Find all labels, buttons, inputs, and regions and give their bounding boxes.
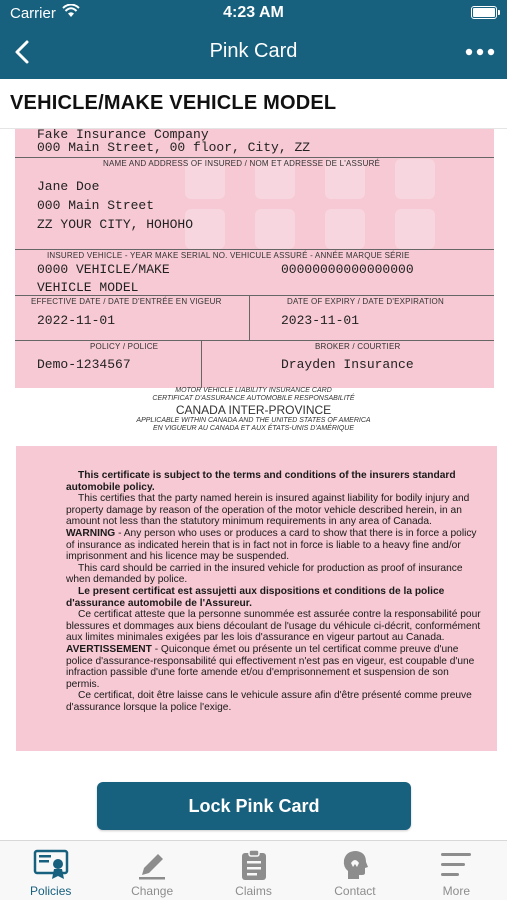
divider xyxy=(15,295,494,296)
warning-label: WARNING xyxy=(66,527,116,539)
battery-icon xyxy=(471,6,497,19)
insurer-name: Fake Insurance Company xyxy=(37,129,209,142)
broker-name: Drayden Insurance xyxy=(281,357,414,372)
terms-heading-en: This certificate is subject to the terms and conditions of the insurers standard automobile policy. xyxy=(66,470,456,493)
vehicle-title: VEHICLE/MAKE VEHICLE MODEL xyxy=(10,92,337,114)
tab-policies[interactable] xyxy=(0,841,101,900)
tab-change[interactable] xyxy=(101,841,202,900)
carrier-label: Carrier xyxy=(10,5,56,22)
caption-line: APPLICABLE WITHIN CANADA AND THE UNITED STATES OF AMERICA xyxy=(136,417,371,424)
navigation-bar xyxy=(0,28,507,79)
divider xyxy=(249,295,250,340)
tab-claims[interactable] xyxy=(203,841,304,900)
vehicle-header xyxy=(0,79,507,129)
divider xyxy=(15,157,494,158)
warning-text: - Any person who uses or produces a card to show that there is in force a policy of insurance as indicated herein that is in fact not in force is liable to a heavy fine and/or imprisonment and his licence may be suspended. xyxy=(66,527,477,563)
caption-title: CANADA INTER-PROVINCE xyxy=(175,403,332,417)
insured-street: 000 Main Street xyxy=(37,198,155,213)
contact-head-icon xyxy=(339,849,371,881)
divider xyxy=(15,249,494,250)
divider xyxy=(201,340,202,388)
clipboard-icon xyxy=(239,849,269,881)
label-policy: POLICY / POLICE xyxy=(90,342,159,351)
policy-number: Demo-1234567 xyxy=(37,357,131,372)
effective-date: 2022-11-01 xyxy=(37,313,116,328)
caption-line: EN VIGUEUR AU CANADA ET AUX ÉTATS-UNIS D'AMÉRIQUE xyxy=(153,425,354,432)
terms-heading-fr: Le present certificat est assujetti aux dispositions et conditions de la police d'assurance automobile de l'Assureur. xyxy=(66,585,445,609)
pencil-icon xyxy=(136,849,168,881)
vehicle-make: 0000 VEHICLE/MAKE xyxy=(37,262,170,277)
expiry-date: 2023-11-01 xyxy=(281,313,360,328)
caption-line: CERTIFICAT D'ASSURANCE AUTOMOBILE RESPONSABILITÉ xyxy=(152,395,355,402)
terms-text xyxy=(66,470,484,713)
avertissement-text: - Quiconque émet ou présente un tel certificat comme preuve d'une police d'assurance-responsabilité qui effectivement n'est pas en vigeur, est coupable d'une infraction passible d'une forte amende et/ou d'emprisonnement et suspension de son permis. xyxy=(66,643,475,690)
vehicle-serial: 00000000000000000 xyxy=(281,262,414,277)
terms-paragraph: Ce certificat atteste que la personne sunommée est assurée contre la responsabilité pour blessures et dommages aux biens découlant de l'usage du véhicule ci-décrit, conformément aux limites minimales exigées par les lois d'assurance en vigeur partout au Canada. xyxy=(66,609,481,644)
tab-label: Change xyxy=(131,884,174,898)
card-caption xyxy=(0,387,507,433)
label-broker: BROKER / COURTIER xyxy=(315,342,401,351)
certificate-icon xyxy=(33,849,69,881)
crest-watermark xyxy=(255,209,295,249)
label-effective-date: EFFECTIVE DATE / DATE D'ENTRÉE EN VIGEUR xyxy=(31,297,222,306)
crest-watermark xyxy=(325,209,365,249)
crest-watermark xyxy=(395,159,435,199)
menu-lines-icon xyxy=(439,849,473,881)
top-bar xyxy=(0,0,507,79)
terms-paragraph: This certifies that the party named herein is insured against liability for bodily injury and property damage by reason of the operation of the motor vehicle described herein, in an amount not less than the statutory minimum requirements in any area of Canada. xyxy=(66,493,470,528)
tab-label: Contact xyxy=(334,884,376,898)
clock: 4:23 AM xyxy=(223,4,284,21)
insured-city: ZZ YOUR CITY, HOHOHO xyxy=(37,217,194,232)
page-title: Pink Card xyxy=(209,40,298,62)
tab-label: More xyxy=(442,884,470,898)
tab-label: Policies xyxy=(30,884,72,898)
tab-bar xyxy=(0,840,507,900)
caption-line: MOTOR VEHICLE LIABILITY INSURANCE CARD xyxy=(175,387,332,394)
lock-pink-card-button[interactable]: Lock Pink Card xyxy=(97,782,411,830)
ellipsis-icon[interactable] xyxy=(465,42,495,62)
status-bar xyxy=(0,0,507,28)
terms-paragraph: This card should be carried in the insured vehicle for production as proof of insurance when demanded by police. xyxy=(66,562,463,586)
label-vehicle: INSURED VEHICLE - YEAR MAKE SERIAL NO. VEHICULE ASSURÉ - ANNÉE MARQUE SÉRIE xyxy=(47,251,410,260)
vehicle-model: VEHICLE MODEL xyxy=(37,280,139,295)
tab-more[interactable] xyxy=(406,841,507,900)
label-insured: NAME AND ADDRESS OF INSURED / NOM ET ADRESSE DE L'ASSURÉ xyxy=(103,159,381,168)
crest-watermark xyxy=(395,209,435,249)
pink-card xyxy=(15,129,494,388)
insured-name: Jane Doe xyxy=(37,179,100,194)
avertissement-label: AVERTISSEMENT xyxy=(66,643,152,655)
divider xyxy=(15,340,494,341)
label-expiry-date: DATE OF EXPIRY / DATE D'EXPIRATION xyxy=(287,297,444,306)
tab-contact[interactable] xyxy=(304,841,405,900)
tab-label: Claims xyxy=(235,884,272,898)
terms-paragraph: Ce certificat, doit être laisse cans le vehicule assure afin d'être présenté comme preuve d'assurance lorsque la police l'exige. xyxy=(66,690,472,713)
insurer-address: 000 Main Street, 00 floor, City, ZZ xyxy=(37,140,311,155)
terms-panel xyxy=(16,446,497,751)
